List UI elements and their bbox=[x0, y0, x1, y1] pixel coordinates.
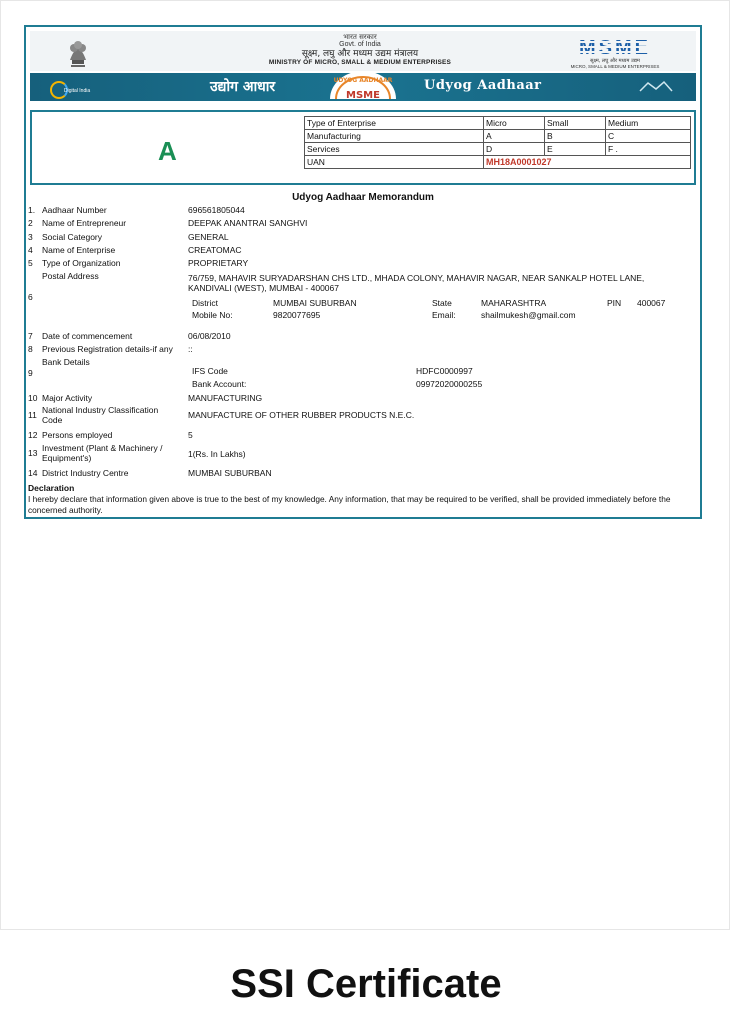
row-number: 14 bbox=[28, 468, 38, 478]
district-label: District bbox=[192, 298, 218, 308]
row-number: 13 bbox=[28, 448, 38, 458]
field-label: District Industry Centre bbox=[42, 468, 129, 478]
row-number: 7 bbox=[28, 331, 33, 341]
udyog-aadhaar-seal-icon bbox=[326, 69, 400, 101]
certificate-header bbox=[30, 31, 696, 71]
uan-value bbox=[484, 156, 691, 169]
district-value: MUMBAI SUBURBAN bbox=[273, 298, 357, 308]
table-cell: Micro bbox=[484, 117, 545, 130]
uan-number: MH18A0001027 bbox=[486, 157, 552, 167]
table-cell: Small bbox=[545, 117, 606, 130]
row-number: 1. bbox=[28, 205, 36, 215]
category-letter: A bbox=[158, 136, 177, 166]
row-number: 3 bbox=[28, 232, 33, 242]
declaration-text: I hereby declare that information given above is true to the best of my knowledge. Any information, that may be required to be verified, shall be provided immediately before the concerned authority. bbox=[28, 494, 671, 515]
row-number: 12 bbox=[28, 430, 38, 440]
declaration-heading: Declaration bbox=[28, 483, 75, 493]
field-value: 1(Rs. In Lakhs) bbox=[188, 449, 246, 459]
field-label: Persons employed bbox=[42, 430, 113, 440]
field-row-postal-address bbox=[26, 271, 700, 329]
table-cell: Manufacturing bbox=[305, 130, 484, 143]
field-label: Name of Enterprise bbox=[42, 245, 116, 255]
email-value: shailmukesh@gmail.com bbox=[481, 310, 576, 320]
ifs-label: IFS Code bbox=[192, 366, 228, 376]
ministry-english-text: MINISTRY OF MICRO, SMALL & MEDIUM ENTERPRISES bbox=[268, 59, 452, 67]
hindi-gov-text: भारत सरकार bbox=[343, 33, 377, 41]
emblem-small-icon bbox=[636, 79, 676, 95]
field-value: 696561805044 bbox=[188, 205, 245, 215]
table-cell: F . bbox=[606, 143, 691, 156]
field-label-line-1: National Industry Classification bbox=[42, 405, 159, 415]
field-value: 06/08/2010 bbox=[188, 331, 231, 341]
table-row bbox=[305, 156, 691, 169]
state-label: State bbox=[432, 298, 452, 308]
address-line-1: 76/759, MAHAVIR SURYADARSHAN CHS LTD., MHADA COLONY, MAHAVIR NAGAR, NEAR SANKALP HOTEL LANE, bbox=[188, 273, 645, 283]
field-label: Postal Address bbox=[42, 271, 99, 281]
email-label: Email: bbox=[432, 310, 456, 320]
row-number: 2 bbox=[28, 218, 33, 228]
field-row-nic-code bbox=[26, 405, 700, 427]
field-label-line-1: Investment (Plant & Machinery / bbox=[42, 443, 163, 453]
udyog-aadhaar-certificate bbox=[24, 25, 702, 519]
pin-value: 400067 bbox=[637, 298, 666, 308]
msme-logo-text: MSME bbox=[550, 38, 680, 58]
field-label-line-2: Code bbox=[42, 415, 63, 425]
field-value: 5 bbox=[188, 430, 193, 440]
uan-label: UAN bbox=[305, 156, 484, 169]
account-label: Bank Account: bbox=[192, 379, 247, 389]
field-label: Previous Registration details-if any bbox=[42, 344, 173, 354]
table-cell: B bbox=[545, 130, 606, 143]
field-label: Bank Details bbox=[42, 357, 90, 367]
field-value: MANUFACTURING bbox=[188, 393, 263, 403]
table-cell: A bbox=[484, 130, 545, 143]
title-hindi: उद्योग आधार bbox=[210, 79, 276, 95]
table-cell: D bbox=[484, 143, 545, 156]
address-line-2: KANDIVALI (WEST), MUMBAI - 400067 bbox=[188, 283, 339, 293]
title-english: Udyog Aadhaar bbox=[424, 78, 542, 93]
mobile-label: Mobile No: bbox=[192, 310, 233, 320]
msme-logo-english: MICRO, SMALL & MEDIUM ENTERPRISES bbox=[570, 64, 660, 69]
table-cell: Medium bbox=[606, 117, 691, 130]
mobile-value: 9820077695 bbox=[273, 310, 321, 320]
field-value: :: bbox=[188, 344, 193, 354]
field-label-line-2: Equipment's) bbox=[42, 453, 92, 463]
row-number: 10 bbox=[28, 393, 38, 403]
row-number: 8 bbox=[28, 344, 33, 354]
table-cell: E bbox=[545, 143, 606, 156]
gov-of-india-text: Govt. of India bbox=[339, 41, 381, 49]
ministry-hindi-text: सूक्ष्म, लघु और मध्यम उद्यम मंत्रालय bbox=[301, 49, 419, 60]
seal-msme-text: MSME bbox=[346, 90, 380, 101]
field-row-bank-details bbox=[26, 357, 700, 387]
table-row bbox=[305, 130, 691, 143]
page-caption: SSI Certificate bbox=[230, 962, 502, 1006]
field-label: Social Category bbox=[42, 232, 103, 242]
table-row bbox=[305, 117, 691, 130]
field-value: PROPRIETARY bbox=[188, 258, 249, 268]
pin-label: PIN bbox=[607, 298, 622, 308]
field-value: DEEPAK ANANTRAI SANGHVI bbox=[188, 218, 308, 228]
enterprise-info-box bbox=[30, 110, 696, 185]
ministry-heading bbox=[210, 33, 510, 67]
field-label: Name of Entrepreneur bbox=[42, 218, 127, 228]
national-emblem-icon bbox=[60, 34, 96, 70]
field-value: CREATOMAC bbox=[188, 245, 242, 255]
field-value: MUMBAI SUBURBAN bbox=[188, 468, 272, 478]
ifs-value: HDFC0000997 bbox=[416, 366, 473, 376]
row-number: 9 bbox=[28, 368, 33, 378]
row-number: 4 bbox=[28, 245, 33, 255]
table-cell: Services bbox=[305, 143, 484, 156]
row-number: 11 bbox=[28, 410, 37, 420]
field-label: Type of Organization bbox=[42, 258, 121, 268]
seal-text: UDYOG AADHAAR bbox=[333, 77, 393, 84]
field-label: Aadhaar Number bbox=[42, 205, 107, 215]
field-value: GENERAL bbox=[188, 232, 229, 242]
row-number: 6 bbox=[28, 292, 33, 302]
memorandum-title: Udyog Aadhaar Memorandum bbox=[292, 192, 434, 203]
title-band bbox=[30, 73, 696, 101]
row-number: 5 bbox=[28, 258, 33, 268]
table-row bbox=[305, 143, 691, 156]
state-value: MAHARASHTRA bbox=[481, 298, 547, 308]
enterprise-type-table bbox=[304, 116, 691, 169]
field-label: Date of commencement bbox=[42, 331, 133, 341]
field-value: MANUFACTURE OF OTHER RUBBER PRODUCTS N.E.C. bbox=[188, 410, 415, 420]
field-row-investment bbox=[26, 443, 700, 465]
account-value: 09972020000255 bbox=[416, 379, 483, 389]
table-cell: Type of Enterprise bbox=[305, 117, 484, 130]
digital-india-text: Digital India bbox=[64, 88, 91, 94]
table-cell: C bbox=[606, 130, 691, 143]
msme-logo bbox=[550, 38, 680, 69]
field-label: Major Activity bbox=[42, 393, 93, 403]
msme-logo-hindi: सूक्ष्म, लघु और मध्यम उद्यम bbox=[590, 58, 640, 64]
